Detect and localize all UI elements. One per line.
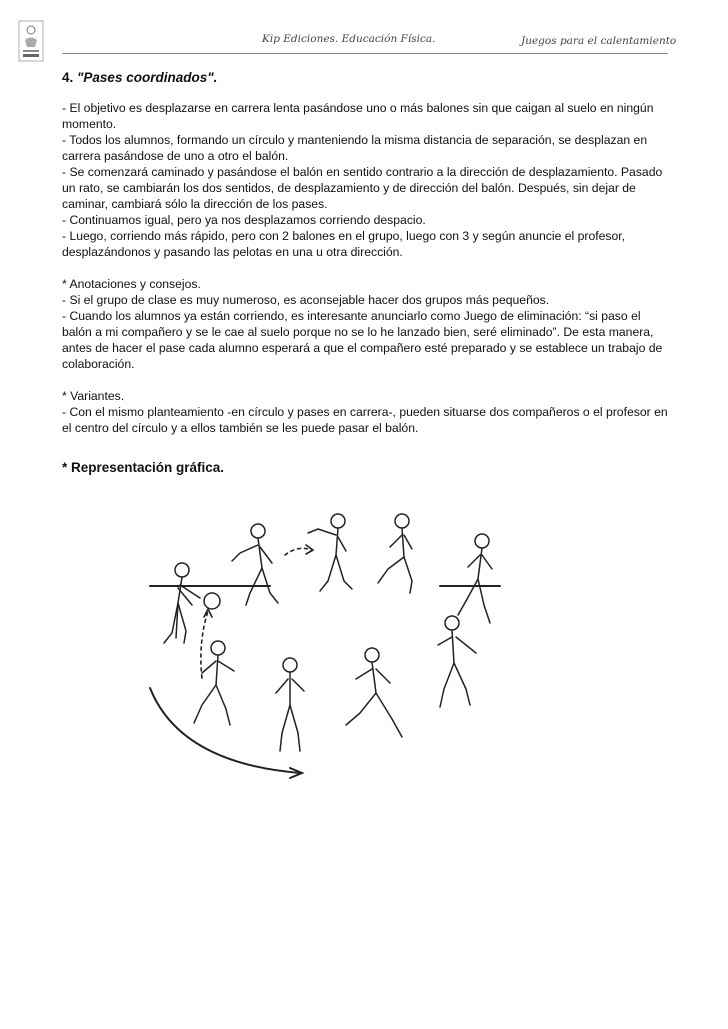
description-paragraph: - Se comenzará caminado y pasándose el balón en sentido contrario a la dirección de desplazamiento. Pasado un rato, se cambiarán los dos sentidos, de desplazamiento y de dirección del balón. Después, sin dejar de caminar, cambiará sólo la dirección de los pases. <box>62 165 663 211</box>
exercise-name: "Pases coordinados". <box>77 70 218 85</box>
variants-heading: * Variantes. <box>62 389 125 403</box>
description-paragraph: - Todos los alumnos, formando un círculo y manteniendo la misma distancia de separación, se desplazan en carrera pasándose de uno a otro el balón. <box>62 133 648 163</box>
header-publisher: Kip Ediciones. Educación Física. <box>262 33 436 45</box>
description-paragraph: - Luego, corriendo más rápido, pero con 2 balones en el grupo, luego con 3 y según anuncie el profesor, desplazándonos y pasando las pelotas en una u otra dirección. <box>62 229 626 259</box>
variants-paragraph: - Con el mismo planteamiento -en círculo y pases en carrera-, pueden situarse dos compañeros o el profesor en el centro del círculo y a ellos también se les puede pasar el balón. <box>62 405 668 435</box>
notes-paragraph: - Cuando los alumnos ya están corriendo, es interesante anunciarlo como Juego de eliminación: “si paso el balón a mi compañero y se le cae al suelo porque no se lo he lanzado bien, seré eliminado”. De esta manera, antes de hacer el pase cada alumno esperará a que el compañero esté preparado y se establece un trabajo de colaboración. <box>62 309 663 371</box>
publisher-logo-icon <box>18 20 44 62</box>
description-paragraph: - Continuamos igual, pero ya nos desplazamos corriendo despacio. <box>62 213 426 227</box>
circle-passing-illustration <box>140 493 540 783</box>
header-chapter: Juegos para el calentamiento <box>521 35 677 47</box>
exercise-content <box>62 70 668 436</box>
header-divider <box>62 53 668 54</box>
notes-heading: * Anotaciones y consejos. <box>62 277 201 291</box>
exercise-title <box>62 70 668 86</box>
graphic-section-title: * Representación gráfica. <box>62 460 225 475</box>
description-paragraph: - El objetivo es desplazarse en carrera lenta pasándose uno o más balones sin que caigan al suelo en ningún momento. <box>62 101 654 131</box>
notes-paragraph: - Si el grupo de clase es muy numeroso, es aconsejable hacer dos grupos más pequeños. <box>62 293 550 307</box>
exercise-number: 4. <box>62 70 78 85</box>
